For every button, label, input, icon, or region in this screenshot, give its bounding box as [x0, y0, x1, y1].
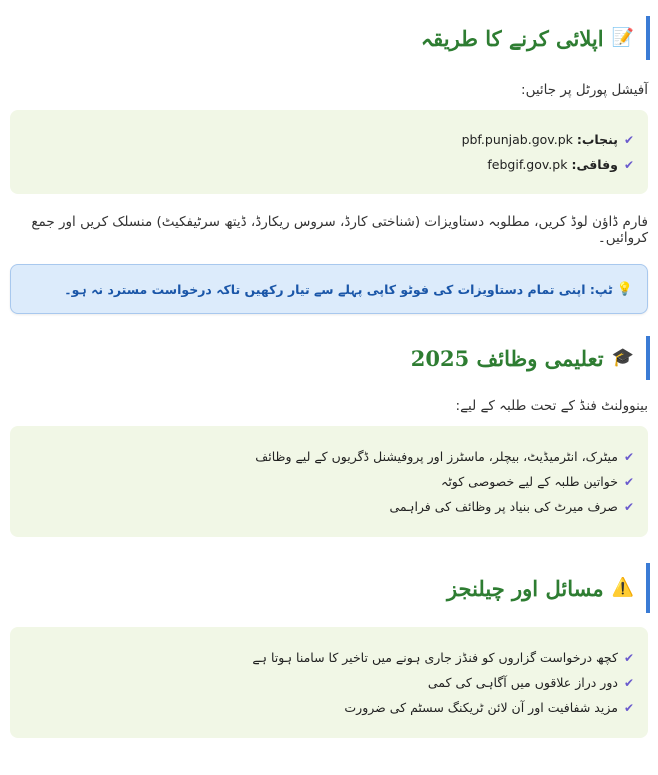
list-item-text: کچھ درخواست گزاروں کو فنڈز جاری ہونے میں تاخیر کا سامنا ہوتا ہے	[252, 650, 618, 665]
portal-list-box	[10, 110, 648, 194]
scholarship-list-box	[10, 426, 648, 537]
challenges-heading	[10, 563, 650, 613]
check-icon: ✔	[623, 132, 634, 147]
list-item	[24, 645, 634, 670]
apply-title: اپلائی کرنے کا طریقہ	[420, 25, 604, 51]
portal-link[interactable]: pbf.punjab.gov.pk	[461, 132, 573, 147]
apply-intro: آفیشل پورٹل پر جائیں:	[521, 82, 648, 98]
list-item-text: دور دراز علاقوں میں آگاہی کی کمی	[427, 675, 618, 690]
list-item	[24, 444, 634, 469]
list-item	[24, 695, 634, 720]
portal-label: پنجاب:	[576, 132, 618, 147]
check-icon: ✔	[623, 474, 634, 489]
list-item-text: میٹرک، انٹرمیڈیٹ، بیچلر، ماسٹرز اور پروفیشنل ڈگریوں کے لیے وظائف	[255, 449, 618, 464]
tip-text: ٹپ: اپنی تمام دستاویزات کی فوٹو کاپی پہلے سے تیار رکھیں تاکہ درخواست مسترد نہ ہو۔	[64, 281, 613, 297]
portal-label: وفاقی:	[571, 157, 618, 172]
check-icon: ✔	[623, 449, 634, 464]
scholarship-list	[24, 444, 634, 519]
memo-icon: 📝	[611, 27, 634, 48]
check-icon: ✔	[623, 675, 634, 690]
check-icon: ✔	[623, 157, 634, 172]
warning-icon: ⚠️	[611, 577, 634, 598]
apply-instructions: فارم ڈاؤن لوڈ کریں، مطلوبہ دستاویزات (شناختی کارڈ، سروس ریکارڈ، ڈیتھ سرٹیفکیٹ) منسلک کریں اور جمع کروائیں۔	[31, 214, 648, 246]
tip-box	[10, 264, 648, 314]
scholarships-heading	[10, 336, 650, 380]
check-icon: ✔	[623, 650, 634, 665]
challenges-list	[24, 645, 634, 720]
lightbulb-icon: 💡	[616, 281, 633, 297]
list-item	[24, 127, 634, 152]
apply-heading	[10, 16, 650, 60]
check-icon: ✔	[623, 499, 634, 514]
graduation-cap-icon: 🎓	[611, 347, 634, 368]
check-icon: ✔	[623, 700, 634, 715]
article-body	[0, 16, 658, 738]
portal-link[interactable]: febgif.gov.pk	[487, 157, 568, 172]
scholarships-intro: بینوولنٹ فنڈ کے تحت طلبہ کے لیے:	[455, 398, 648, 414]
portal-list	[24, 127, 634, 177]
challenges-title: مسائل اور چیلنجز	[446, 575, 604, 601]
list-item	[24, 469, 634, 494]
list-item-text: صرف میرٹ کی بنیاد پر وظائف کی فراہمی	[389, 499, 618, 514]
list-item-text: خواتین طلبہ کے لیے خصوصی کوٹہ	[441, 474, 618, 489]
list-item	[24, 670, 634, 695]
list-item-text: مزید شفافیت اور آن لائن ٹریکنگ سسٹم کی ضرورت	[344, 700, 618, 715]
challenges-list-box	[10, 627, 648, 738]
scholarships-title: تعلیمی وظائف 2025	[410, 345, 604, 371]
list-item	[24, 494, 634, 519]
list-item	[24, 152, 634, 177]
